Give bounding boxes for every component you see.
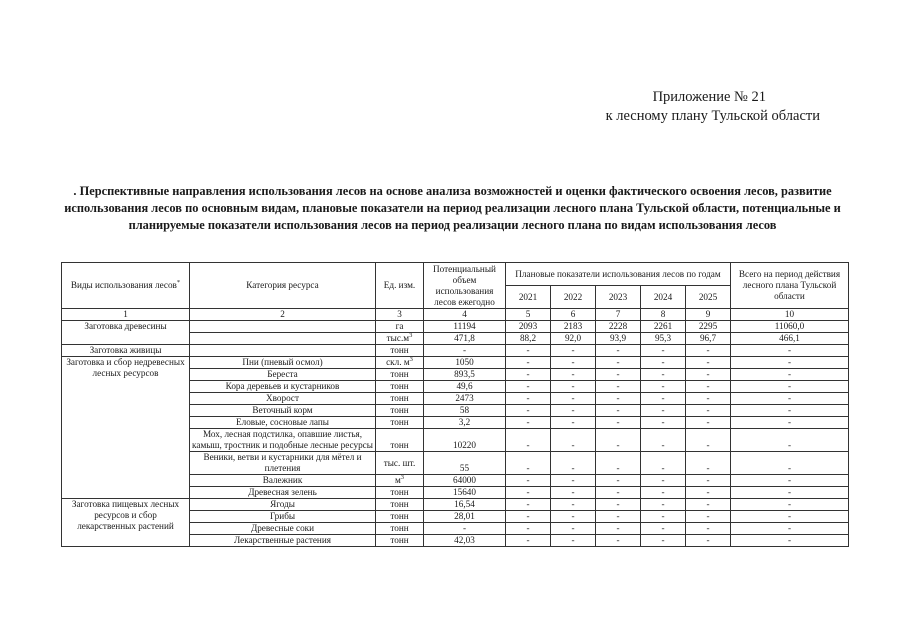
row-category: Веники, ветви и кустарники для мётел и плетения — [190, 452, 376, 475]
row-2024: - — [641, 499, 686, 511]
column-number: 6 — [551, 309, 596, 321]
row-2024: - — [641, 417, 686, 429]
row-kind: Заготовка живицы — [62, 345, 190, 357]
row-category: Грибы — [190, 511, 376, 523]
row-total: - — [731, 393, 849, 405]
header-year: 2025 — [686, 286, 731, 309]
row-2021: - — [506, 357, 551, 369]
row-2023: 93,9 — [596, 333, 641, 345]
row-2024: - — [641, 535, 686, 547]
row-2023: - — [596, 452, 641, 475]
header-kind: Виды использования лесов* — [62, 263, 190, 309]
row-2025: - — [686, 499, 731, 511]
row-category: Хворост — [190, 393, 376, 405]
row-category: Веточный корм — [190, 405, 376, 417]
column-number: 4 — [424, 309, 506, 321]
row-unit: тонн — [376, 429, 424, 452]
row-category: Лекарственные растения — [190, 535, 376, 547]
row-2023: - — [596, 429, 641, 452]
row-potential: 55 — [424, 452, 506, 475]
row-total: - — [731, 535, 849, 547]
row-total: - — [731, 511, 849, 523]
row-category: Валежник — [190, 475, 376, 487]
header-unit: Ед. изм. — [376, 263, 424, 309]
row-2023: - — [596, 357, 641, 369]
row-total: - — [731, 499, 849, 511]
row-2023: - — [596, 405, 641, 417]
row-unit: га — [376, 321, 424, 333]
row-2024: - — [641, 357, 686, 369]
row-2023: - — [596, 393, 641, 405]
row-2025: - — [686, 452, 731, 475]
row-2025: - — [686, 369, 731, 381]
header-year: 2023 — [596, 286, 641, 309]
header-plan-group: Плановые показатели использования лесов по годам — [506, 263, 731, 286]
row-unit: тонн — [376, 405, 424, 417]
row-2023: - — [596, 535, 641, 547]
row-category: Ягоды — [190, 499, 376, 511]
row-2025: 96,7 — [686, 333, 731, 345]
row-2024: - — [641, 475, 686, 487]
row-2021: - — [506, 429, 551, 452]
document-title: . Перспективные направления использования лесов на основе анализа возможностей и оценки фактического освоения лесов, развитие использования лесов по основным видам, плановые показатели на период реализации лесного плана Тульской области, потенциальные и планируемые показатели использования лесов на период реализации лесного плана по видам использования лесов — [64, 184, 841, 232]
row-total: 11060,0 — [731, 321, 849, 333]
forest-use-table — [61, 262, 849, 547]
row-2021: - — [506, 475, 551, 487]
header-category: Категория ресурса — [190, 263, 376, 309]
row-2022: - — [551, 345, 596, 357]
row-2021: - — [506, 381, 551, 393]
row-2023: - — [596, 369, 641, 381]
row-2025: - — [686, 405, 731, 417]
row-2022: - — [551, 452, 596, 475]
table-row — [62, 345, 849, 357]
row-2022: 92,0 — [551, 333, 596, 345]
row-2021: 88,2 — [506, 333, 551, 345]
row-unit: $тыс.м^3$ — [376, 333, 424, 345]
row-2022: - — [551, 487, 596, 499]
column-number: 8 — [641, 309, 686, 321]
row-potential: 471,8 — [424, 333, 506, 345]
row-category: Пни (пневый осмол) — [190, 357, 376, 369]
row-2022: - — [551, 417, 596, 429]
row-2024: 2261 — [641, 321, 686, 333]
table-header-row — [62, 263, 849, 286]
row-potential: 49,6 — [424, 381, 506, 393]
row-2023: - — [596, 417, 641, 429]
appendix-number: Приложение № 21 — [652, 89, 766, 105]
column-number: 1 — [62, 309, 190, 321]
row-2024: - — [641, 511, 686, 523]
row-total: - — [731, 405, 849, 417]
row-2021: - — [506, 369, 551, 381]
row-total: - — [731, 381, 849, 393]
row-potential: 15640 — [424, 487, 506, 499]
row-kind: Заготовка пищевых лесных ресурсов и сбор лекарственных растений — [62, 499, 190, 547]
row-category: Мох, лесная подстилка, опавшие листья, камыш, тростник и подобные лесные ресурсы — [190, 429, 376, 452]
row-potential: 10220 — [424, 429, 506, 452]
row-category: Еловые, сосновые лапы — [190, 417, 376, 429]
row-potential: - — [424, 345, 506, 357]
header-potential: Потенциальный объем использования лесов ежегодно — [424, 263, 506, 309]
row-2025: - — [686, 487, 731, 499]
row-category — [190, 333, 376, 345]
row-unit: тонн — [376, 499, 424, 511]
row-2021: - — [506, 417, 551, 429]
row-2023: - — [596, 475, 641, 487]
row-category — [190, 345, 376, 357]
row-unit: тонн — [376, 369, 424, 381]
row-potential: 58 — [424, 405, 506, 417]
row-2024: - — [641, 405, 686, 417]
row-2022: - — [551, 357, 596, 369]
row-total: - — [731, 369, 849, 381]
row-unit: тонн — [376, 345, 424, 357]
row-unit: тонн — [376, 523, 424, 535]
row-2025: - — [686, 475, 731, 487]
row-potential: 42,03 — [424, 535, 506, 547]
row-2025: - — [686, 511, 731, 523]
row-unit: тонн — [376, 535, 424, 547]
row-category: Береста — [190, 369, 376, 381]
row-unit: тонн — [376, 487, 424, 499]
row-2022: - — [551, 381, 596, 393]
header-year: 2021 — [506, 286, 551, 309]
row-kind: Заготовка и сбор недревесных лесных ресурсов — [62, 357, 190, 499]
row-2021: - — [506, 452, 551, 475]
row-potential: 2473 — [424, 393, 506, 405]
row-2025: - — [686, 357, 731, 369]
row-2024: - — [641, 452, 686, 475]
row-2021: - — [506, 535, 551, 547]
row-2021: - — [506, 499, 551, 511]
table-row — [62, 357, 849, 369]
row-2025: - — [686, 429, 731, 452]
row-2022: - — [551, 429, 596, 452]
column-number: 3 — [376, 309, 424, 321]
row-2024: - — [641, 381, 686, 393]
row-2021: - — [506, 523, 551, 535]
row-total: - — [731, 417, 849, 429]
header-year: 2024 — [641, 286, 686, 309]
column-number-row — [62, 309, 849, 321]
row-2022: - — [551, 535, 596, 547]
row-2024: - — [641, 369, 686, 381]
row-unit: тыс. шт. — [376, 452, 424, 475]
row-category: Древесные соки — [190, 523, 376, 535]
row-total: - — [731, 345, 849, 357]
row-total: - — [731, 452, 849, 475]
column-number: 10 — [731, 309, 849, 321]
row-2024: - — [641, 487, 686, 499]
header-total: Всего на период действия лесного плана Тульской области — [731, 263, 849, 309]
row-2022: - — [551, 475, 596, 487]
row-total: - — [731, 487, 849, 499]
row-total: - — [731, 357, 849, 369]
row-2024: - — [641, 429, 686, 452]
row-2023: - — [596, 345, 641, 357]
row-2023: - — [596, 487, 641, 499]
column-number: 7 — [596, 309, 641, 321]
row-total: - — [731, 475, 849, 487]
row-unit: тонн — [376, 381, 424, 393]
row-2025: - — [686, 535, 731, 547]
row-2025: - — [686, 345, 731, 357]
row-2025: - — [686, 417, 731, 429]
row-2022: - — [551, 405, 596, 417]
row-2021: - — [506, 511, 551, 523]
row-total: 466,1 — [731, 333, 849, 345]
header-year: 2022 — [551, 286, 596, 309]
row-unit: тонн — [376, 417, 424, 429]
row-2025: - — [686, 523, 731, 535]
row-unit: $м^3$ — [376, 475, 424, 487]
row-2022: 2183 — [551, 321, 596, 333]
row-2021: - — [506, 487, 551, 499]
appendix-header — [560, 88, 820, 126]
row-category: Кора деревьев и кустарников — [190, 381, 376, 393]
row-2024: - — [641, 345, 686, 357]
row-total: - — [731, 523, 849, 535]
row-2022: - — [551, 523, 596, 535]
row-category: Древесная зелень — [190, 487, 376, 499]
row-2025: - — [686, 381, 731, 393]
row-kind: Заготовка древесины — [62, 321, 190, 345]
row-unit: тонн — [376, 393, 424, 405]
row-2023: - — [596, 511, 641, 523]
table-row — [62, 321, 849, 333]
table-row — [62, 499, 849, 511]
row-2021: - — [506, 345, 551, 357]
row-category — [190, 321, 376, 333]
row-unit: скл. $м^3$ — [376, 357, 424, 369]
row-potential: 893,5 — [424, 369, 506, 381]
row-potential: - — [424, 523, 506, 535]
row-2023: - — [596, 499, 641, 511]
row-2021: 2093 — [506, 321, 551, 333]
row-unit: тонн — [376, 511, 424, 523]
row-potential: 16,54 — [424, 499, 506, 511]
row-2022: - — [551, 393, 596, 405]
row-2025: - — [686, 393, 731, 405]
row-2023: 2228 — [596, 321, 641, 333]
row-potential: 64000 — [424, 475, 506, 487]
appendix-reference: к лесному плану Тульской области — [605, 108, 820, 124]
row-2022: - — [551, 499, 596, 511]
row-total: - — [731, 429, 849, 452]
row-2023: - — [596, 381, 641, 393]
row-2022: - — [551, 369, 596, 381]
row-2025: 2295 — [686, 321, 731, 333]
row-2022: - — [551, 511, 596, 523]
column-number: 9 — [686, 309, 731, 321]
row-2024: 95,3 — [641, 333, 686, 345]
row-potential: 11194 — [424, 321, 506, 333]
row-2021: - — [506, 393, 551, 405]
row-2024: - — [641, 393, 686, 405]
column-number: 2 — [190, 309, 376, 321]
row-2023: - — [596, 523, 641, 535]
row-potential: 3,2 — [424, 417, 506, 429]
row-2024: - — [641, 523, 686, 535]
row-potential: 1050 — [424, 357, 506, 369]
row-2021: - — [506, 405, 551, 417]
column-number: 5 — [506, 309, 551, 321]
row-potential: 28,01 — [424, 511, 506, 523]
